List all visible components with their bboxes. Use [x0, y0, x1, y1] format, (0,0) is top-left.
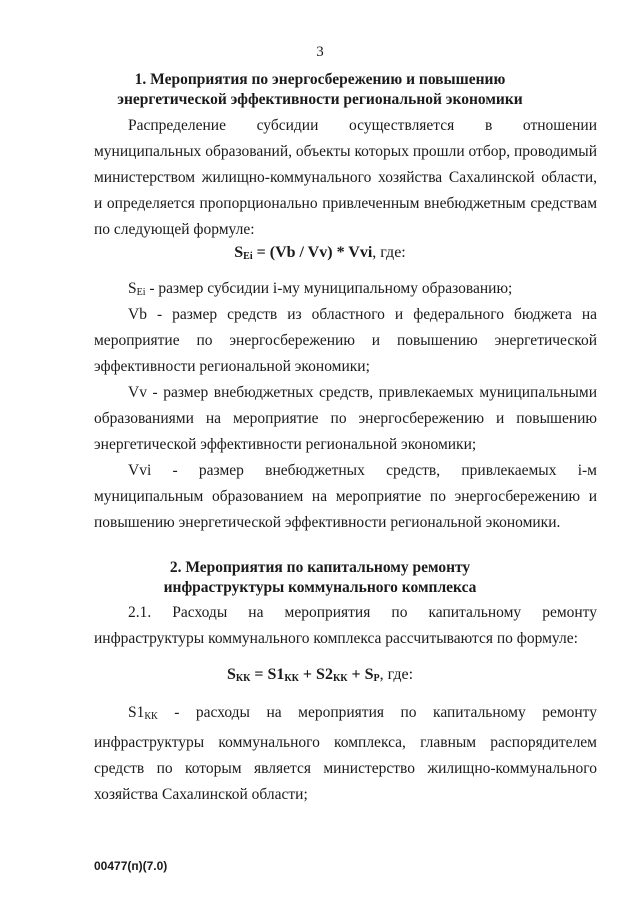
- definition-sei: $S_{Ei}$ - размер субсидии i-му муниципальному образованию;: [128, 280, 513, 298]
- section2-heading-line1: 2. Мероприятия по капитальному ремонту: [169, 559, 471, 576]
- section2-heading: [60, 558, 580, 598]
- page-number: 3: [316, 44, 324, 60]
- section1-heading: [60, 70, 580, 110]
- document-code: 00477(п)(7.0): [94, 859, 168, 873]
- section1-intro: Распределение субсидии осуществляется в отношении муниципальных образований, объекты которых прошли отбор, проводимый министерством жилищно-коммунального хозяйства Сахалинской области, и определяется пропорционально привлеченным внебюджетным средствам по следующей формуле:: [94, 117, 597, 238]
- section1-heading-line2: энергетической эффективности региональной экономики: [117, 91, 523, 108]
- formula-skk: $S_{КК} = S1_{КК} + S2_{КК} + S_Р$, где:: [226, 666, 414, 684]
- formula-sei: $S_{Ei} = (Vb / Vv)$ * Vvi, где:: [234, 244, 406, 262]
- section1-heading-line1: 1. Мероприятия по энергосбережению и повышению: [134, 71, 506, 88]
- definition-vv: Vv - размер внебюджетных средств, привлекаемых муниципальными образованиями на мероприятие по энергосбережению и повышению энергетической эффективности региональной экономики;: [94, 384, 597, 453]
- definition-vvi: Vvi - размер внебюджетных средств, привлекаемых i-м муниципальным образованием на мероприятие по энергосбережению и повышению энергетической эффективности региональной экономики.: [94, 462, 597, 531]
- definition-s1kk: $S1_{КК}$ - расходы на мероприятия по капитальному ремонту инфраструктуры коммунального комплекса, главным распорядителем средств по которым является министерство жилищно-коммунального хозяйства Сахалинской области;: [94, 704, 597, 803]
- section2-paragraph-2-1: 2.1. Расходы на мероприятия по капитальному ремонту инфраструктуры коммунального комплекса рассчитываются по формуле:: [94, 604, 597, 647]
- definition-vb: Vb - размер средств из областного и федерального бюджета на мероприятие по энергосбережению и повышению энергетической эффективности региональной экономики;: [94, 306, 597, 375]
- section2-heading-line2: инфраструктуры коммунального комплекса: [163, 579, 477, 596]
